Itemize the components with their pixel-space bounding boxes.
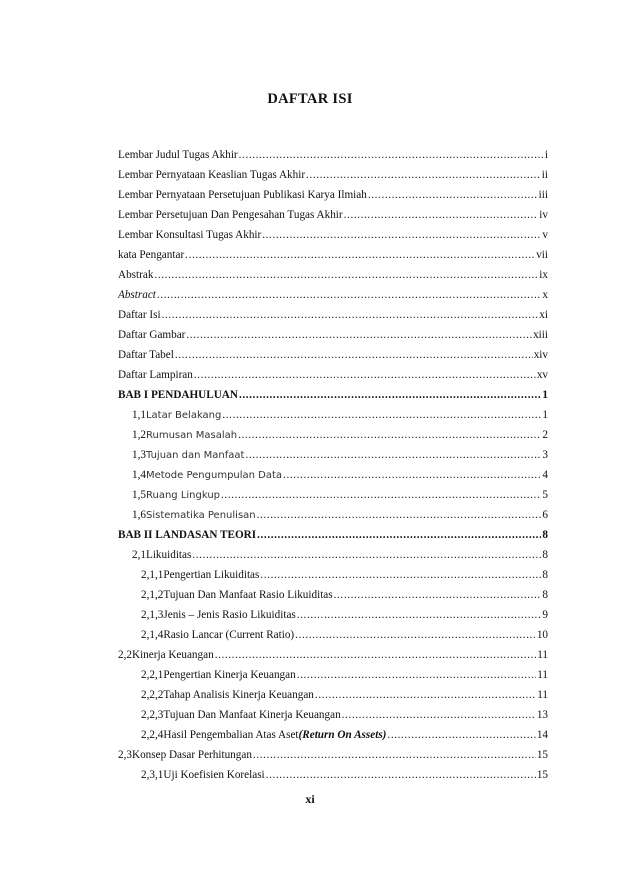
toc-entry: kata Pengantar ..... vii xyxy=(118,248,548,262)
toc-entry: 2,1 Likuiditas ..... 8 xyxy=(132,548,548,562)
toc-entry: Daftar Isi ..... xi xyxy=(118,308,548,322)
toc-entry: Abstract ..... x xyxy=(118,288,548,302)
toc-entry: Daftar Gambar ..... xiii xyxy=(118,328,548,342)
toc-entry: Lembar Pernyataan Keaslian Tugas Akhir ..... ii xyxy=(118,168,548,182)
toc-entry: 2,1,4 Rasio Lancar (Current Ratio) ..... 10 xyxy=(141,628,548,642)
toc-entry: Lembar Judul Tugas Akhir ..... i xyxy=(118,148,548,162)
toc-entry: 2,1,1 Pengertian Likuiditas ..... 8 xyxy=(141,568,548,582)
toc-chapter: BAB II LANDASAN TEORI ..... 8 xyxy=(118,528,548,542)
toc-entry: 2,2,2 Tahap Analisis Kinerja Keuangan ..... 11 xyxy=(141,688,548,702)
toc-entry: 1,3 Tujuan dan Manfaat ..... 3 xyxy=(132,448,548,463)
page-title: DAFTAR ISI xyxy=(267,91,353,107)
toc-entry: 2,1,3 Jenis – Jenis Rasio Likuiditas ..... 9 xyxy=(141,608,548,622)
toc-chapter: BAB I PENDAHULUAN ..... 1 xyxy=(118,388,548,402)
toc-entry: 2,3,1 Uji Koefisien Korelasi ..... 15 xyxy=(141,768,548,782)
toc-entry: Lembar Pernyataan Persetujuan Publikasi Karya Ilmiah ..... iii xyxy=(118,188,548,202)
toc-entry: 1,2 Rumusan Masalah ..... 2 xyxy=(132,428,548,443)
toc-entry: 1,4 Metode Pengumpulan Data ..... 4 xyxy=(132,468,548,483)
toc-entry: 2,2 Kinerja Keuangan ..... 11 xyxy=(118,648,548,662)
toc-entry: Lembar Persetujuan Dan Pengesahan Tugas Akhir ..... iv xyxy=(118,208,548,222)
toc-entry: Daftar Lampiran ..... xv xyxy=(118,368,548,382)
toc-entry: 1,5 Ruang Lingkup ..... 5 xyxy=(132,488,548,503)
toc-entry: Daftar Tabel ..... xiv xyxy=(118,348,548,362)
toc-entry: 1,1 Latar Belakang ..... 1 xyxy=(132,408,548,423)
toc-entry: 1,6 Sistematika Penulisan ..... 6 xyxy=(132,508,548,523)
toc-entry: 2,1,2 Tujuan Dan Manfaat Rasio Likuiditas ..... 8 xyxy=(141,588,548,602)
toc-entry: 2,2,4 Hasil Pengembalian Atas Aset (Return On Assets) ..... 14 xyxy=(141,728,548,742)
toc-entry: 2,2,1 Pengertian Kinerja Keuangan ..... 11 xyxy=(141,668,548,682)
toc-entry: 2,2,3 Tujuan Dan Manfaat Kinerja Keuangan ..... 13 xyxy=(141,708,548,722)
toc-entry: Abstrak ..... ix xyxy=(118,268,548,282)
page-number: xi xyxy=(305,792,315,806)
toc-entry: 2,3 Konsep Dasar Perhitungan ..... 15 xyxy=(118,748,548,762)
toc-entry: Lembar Konsultasi Tugas Akhir ..... v xyxy=(118,228,548,242)
